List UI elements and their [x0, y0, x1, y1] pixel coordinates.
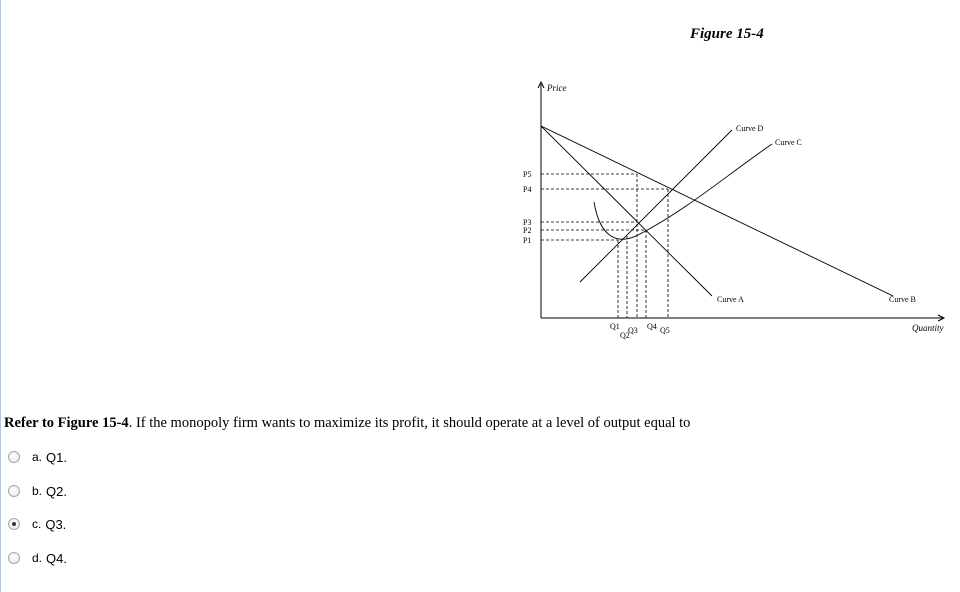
curve-a-line: [541, 126, 712, 296]
option-b-radio[interactable]: [8, 485, 20, 497]
option-a[interactable]: [8, 446, 67, 468]
x-axis-label: Quantity: [912, 323, 944, 333]
q1-label: Q1: [610, 322, 620, 331]
question-body: . If the monopoly firm wants to maximize its profit, it should operate at a level of output equal to: [128, 415, 691, 431]
p4-label: P4: [523, 185, 532, 194]
curve-b-line: [541, 126, 893, 296]
q5-label: Q5: [660, 326, 670, 335]
curve-d-line: [580, 130, 732, 282]
option-a-text: Q1.: [46, 449, 67, 465]
y-axis-label: Price: [547, 83, 567, 93]
option-d-radio[interactable]: [8, 552, 20, 564]
option-b-text: Q2.: [46, 483, 67, 499]
p3-label: P3: [523, 218, 532, 227]
curve-b-label: Curve B: [889, 295, 916, 304]
option-c-text: Q3.: [45, 516, 67, 532]
option-a-radio[interactable]: [8, 451, 20, 463]
question-reference: Refer to Figure 15-4: [4, 415, 129, 431]
option-d-letter: d.: [32, 551, 43, 565]
option-c[interactable]: [8, 513, 66, 535]
p1-label: P1: [523, 236, 532, 245]
p2-label: P2: [523, 226, 532, 235]
option-c-letter: c.: [32, 517, 42, 531]
p5-label: P5: [523, 170, 532, 179]
option-d[interactable]: [8, 547, 67, 569]
curve-c-label: Curve C: [775, 138, 802, 147]
q3-label: Q3: [628, 326, 638, 335]
question-text: [4, 415, 690, 432]
option-b[interactable]: [8, 480, 67, 502]
option-b-letter: b.: [32, 484, 43, 498]
figure-title: Figure 15-4: [690, 26, 764, 42]
option-d-text: Q4.: [46, 550, 67, 566]
option-a-letter: a.: [32, 450, 43, 464]
option-c-radio[interactable]: [8, 518, 20, 530]
curve-a-label: Curve A: [717, 295, 744, 304]
curve-d-label: Curve D: [736, 124, 764, 133]
q4-label: Q4: [647, 322, 657, 331]
q2-label: Q2: [620, 331, 630, 340]
